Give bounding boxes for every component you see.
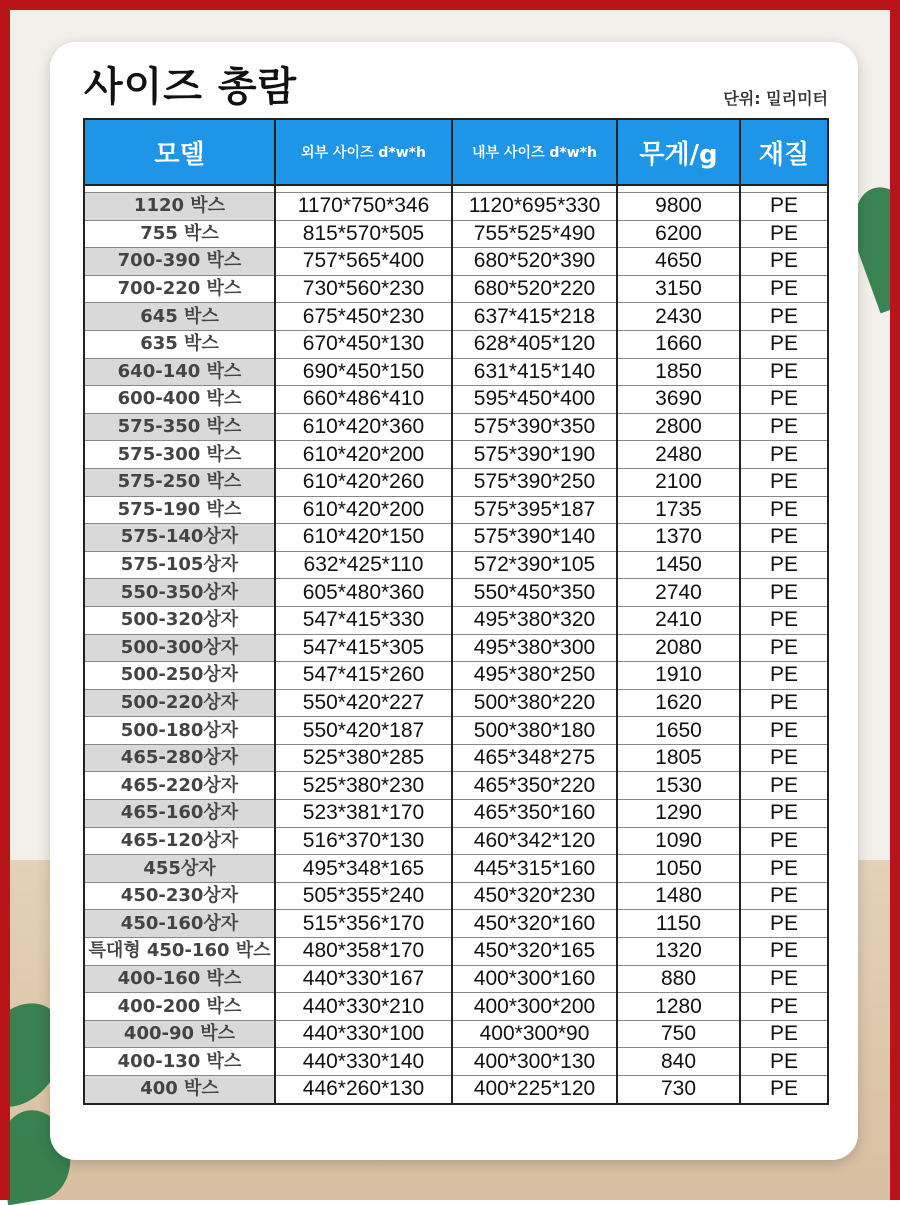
cell-outer-size: 547*415*260 bbox=[275, 662, 452, 690]
cell-outer-size: 610*420*360 bbox=[275, 413, 452, 441]
table-row bbox=[84, 993, 828, 1021]
cell-inner-size: 465*348*275 bbox=[452, 744, 617, 772]
cell-material: PE bbox=[740, 634, 828, 662]
cell-material: PE bbox=[740, 193, 828, 221]
cell-model: 500-320상자 bbox=[84, 606, 275, 634]
cell-material: PE bbox=[740, 303, 828, 331]
cell-model: 500-180상자 bbox=[84, 717, 275, 745]
cell-inner-size: 500*380*180 bbox=[452, 717, 617, 745]
table-row bbox=[84, 220, 828, 248]
header-inner-size: 내부 사이즈 d*w*h bbox=[452, 119, 617, 185]
table-row bbox=[84, 910, 828, 938]
cell-weight: 1850 bbox=[617, 358, 740, 386]
cell-weight: 1660 bbox=[617, 330, 740, 358]
header-outer-size: 외부 사이즈 d*w*h bbox=[275, 119, 452, 185]
table-row bbox=[84, 330, 828, 358]
table-row bbox=[84, 882, 828, 910]
cell-inner-size: 495*380*320 bbox=[452, 606, 617, 634]
cell-material: PE bbox=[740, 993, 828, 1021]
cell-outer-size: 505*355*240 bbox=[275, 882, 452, 910]
cell-inner-size: 460*342*120 bbox=[452, 827, 617, 855]
cell-model: 400 박스 bbox=[84, 1076, 275, 1104]
cell-inner-size: 575*390*250 bbox=[452, 468, 617, 496]
cell-model: 600-400 박스 bbox=[84, 386, 275, 414]
cell-inner-size: 400*300*160 bbox=[452, 965, 617, 993]
table-row bbox=[84, 938, 828, 966]
table-row bbox=[84, 579, 828, 607]
table-row bbox=[84, 551, 828, 579]
cell-material: PE bbox=[740, 551, 828, 579]
cell-model: 635 박스 bbox=[84, 330, 275, 358]
cell-model: 1120 박스 bbox=[84, 193, 275, 221]
cell-outer-size: 515*356*170 bbox=[275, 910, 452, 938]
cell-material: PE bbox=[740, 330, 828, 358]
table-row bbox=[84, 303, 828, 331]
cell-material: PE bbox=[740, 855, 828, 883]
cell-material: PE bbox=[740, 827, 828, 855]
cell-model: 575-250 박스 bbox=[84, 468, 275, 496]
cell-model: 400-200 박스 bbox=[84, 993, 275, 1021]
cell-weight: 6200 bbox=[617, 220, 740, 248]
cell-weight: 1650 bbox=[617, 717, 740, 745]
cell-model: 465-120상자 bbox=[84, 827, 275, 855]
cell-weight: 730 bbox=[617, 1076, 740, 1104]
cell-model: 700-220 박스 bbox=[84, 275, 275, 303]
cell-outer-size: 523*381*170 bbox=[275, 800, 452, 828]
cell-inner-size: 595*450*400 bbox=[452, 386, 617, 414]
cell-outer-size: 815*570*505 bbox=[275, 220, 452, 248]
cell-outer-size: 550*420*187 bbox=[275, 717, 452, 745]
cell-inner-size: 465*350*160 bbox=[452, 800, 617, 828]
table-row bbox=[84, 248, 828, 276]
cell-inner-size: 450*320*230 bbox=[452, 882, 617, 910]
cell-material: PE bbox=[740, 579, 828, 607]
cell-material: PE bbox=[740, 358, 828, 386]
cell-weight: 1480 bbox=[617, 882, 740, 910]
table-row bbox=[84, 1076, 828, 1104]
cell-outer-size: 660*486*410 bbox=[275, 386, 452, 414]
cell-model: 400-90 박스 bbox=[84, 1020, 275, 1048]
cell-model: 575-105상자 bbox=[84, 551, 275, 579]
cell-weight: 1090 bbox=[617, 827, 740, 855]
cell-weight: 1910 bbox=[617, 662, 740, 690]
cell-inner-size: 575*390*190 bbox=[452, 441, 617, 469]
cell-model: 575-190 박스 bbox=[84, 496, 275, 524]
cell-model: 450-160상자 bbox=[84, 910, 275, 938]
cell-inner-size: 450*320*160 bbox=[452, 910, 617, 938]
cell-weight: 1290 bbox=[617, 800, 740, 828]
cell-material: PE bbox=[740, 717, 828, 745]
cell-material: PE bbox=[740, 413, 828, 441]
cell-weight: 1530 bbox=[617, 772, 740, 800]
cell-model: 400-130 박스 bbox=[84, 1048, 275, 1076]
cell-outer-size: 525*380*285 bbox=[275, 744, 452, 772]
cell-weight: 2430 bbox=[617, 303, 740, 331]
cell-weight: 4650 bbox=[617, 248, 740, 276]
cell-material: PE bbox=[740, 882, 828, 910]
cell-outer-size: 730*560*230 bbox=[275, 275, 452, 303]
cell-weight: 2800 bbox=[617, 413, 740, 441]
table-row bbox=[84, 386, 828, 414]
cell-outer-size: 670*450*130 bbox=[275, 330, 452, 358]
unit-note: 단위: 밀리미터 bbox=[723, 89, 828, 108]
cell-inner-size: 1120*695*330 bbox=[452, 193, 617, 221]
cell-outer-size: 690*450*150 bbox=[275, 358, 452, 386]
cell-inner-size: 400*300*90 bbox=[452, 1020, 617, 1048]
header-weight: 무게/g bbox=[617, 119, 740, 185]
cell-material: PE bbox=[740, 965, 828, 993]
cell-outer-size: 495*348*165 bbox=[275, 855, 452, 883]
cell-material: PE bbox=[740, 938, 828, 966]
cell-outer-size: 440*330*210 bbox=[275, 993, 452, 1021]
page-title: 사이즈 총람 bbox=[84, 64, 298, 110]
cell-outer-size: 675*450*230 bbox=[275, 303, 452, 331]
table-body bbox=[84, 185, 828, 1104]
cell-weight: 750 bbox=[617, 1020, 740, 1048]
cell-weight: 1280 bbox=[617, 993, 740, 1021]
cell-weight: 3150 bbox=[617, 275, 740, 303]
table-row bbox=[84, 662, 828, 690]
cell-inner-size: 400*225*120 bbox=[452, 1076, 617, 1104]
cell-inner-size: 550*450*350 bbox=[452, 579, 617, 607]
cell-outer-size: 446*260*130 bbox=[275, 1076, 452, 1104]
cell-outer-size: 757*565*400 bbox=[275, 248, 452, 276]
cell-material: PE bbox=[740, 496, 828, 524]
cell-outer-size: 610*420*200 bbox=[275, 441, 452, 469]
cell-weight: 1370 bbox=[617, 524, 740, 552]
cell-model: 575-350 박스 bbox=[84, 413, 275, 441]
cell-outer-size: 547*415*330 bbox=[275, 606, 452, 634]
cell-inner-size: 572*390*105 bbox=[452, 551, 617, 579]
cell-model: 645 박스 bbox=[84, 303, 275, 331]
cell-inner-size: 680*520*390 bbox=[452, 248, 617, 276]
cell-outer-size: 440*330*167 bbox=[275, 965, 452, 993]
cell-weight: 1050 bbox=[617, 855, 740, 883]
cell-weight: 1320 bbox=[617, 938, 740, 966]
cell-material: PE bbox=[740, 800, 828, 828]
table-row bbox=[84, 468, 828, 496]
cell-inner-size: 628*405*120 bbox=[452, 330, 617, 358]
cell-model: 특대형 450-160 박스 bbox=[84, 938, 275, 966]
cell-material: PE bbox=[740, 662, 828, 690]
cell-inner-size: 495*380*300 bbox=[452, 634, 617, 662]
cell-material: PE bbox=[740, 468, 828, 496]
table-row bbox=[84, 800, 828, 828]
cell-outer-size: 547*415*305 bbox=[275, 634, 452, 662]
cell-weight: 840 bbox=[617, 1048, 740, 1076]
cell-model: 465-280상자 bbox=[84, 744, 275, 772]
cell-inner-size: 495*380*250 bbox=[452, 662, 617, 690]
cell-weight: 1450 bbox=[617, 551, 740, 579]
cell-outer-size: 610*420*150 bbox=[275, 524, 452, 552]
cell-weight: 2480 bbox=[617, 441, 740, 469]
cell-inner-size: 400*300*200 bbox=[452, 993, 617, 1021]
table-row bbox=[84, 413, 828, 441]
cell-inner-size: 575*395*187 bbox=[452, 496, 617, 524]
cell-inner-size: 631*415*140 bbox=[452, 358, 617, 386]
cell-outer-size: 525*380*230 bbox=[275, 772, 452, 800]
cell-model: 400-160 박스 bbox=[84, 965, 275, 993]
table-row bbox=[84, 441, 828, 469]
table-row bbox=[84, 358, 828, 386]
table-row bbox=[84, 689, 828, 717]
cell-inner-size: 445*315*160 bbox=[452, 855, 617, 883]
cell-weight: 9800 bbox=[617, 193, 740, 221]
cell-model: 500-220상자 bbox=[84, 689, 275, 717]
cell-model: 455상자 bbox=[84, 855, 275, 883]
cell-material: PE bbox=[740, 689, 828, 717]
table-header-row bbox=[84, 119, 828, 185]
header-spacer bbox=[84, 185, 828, 193]
size-table bbox=[83, 118, 829, 1105]
cell-outer-size: 480*358*170 bbox=[275, 938, 452, 966]
cell-material: PE bbox=[740, 1048, 828, 1076]
cell-outer-size: 605*480*360 bbox=[275, 579, 452, 607]
table-row bbox=[84, 606, 828, 634]
table-row bbox=[84, 1048, 828, 1076]
table-row bbox=[84, 1020, 828, 1048]
cell-weight: 2410 bbox=[617, 606, 740, 634]
cell-inner-size: 450*320*165 bbox=[452, 938, 617, 966]
cell-inner-size: 637*415*218 bbox=[452, 303, 617, 331]
table-row bbox=[84, 193, 828, 221]
cell-model: 450-230상자 bbox=[84, 882, 275, 910]
cell-model: 575-300 박스 bbox=[84, 441, 275, 469]
cell-material: PE bbox=[740, 606, 828, 634]
table-row bbox=[84, 855, 828, 883]
cell-model: 465-160상자 bbox=[84, 800, 275, 828]
cell-weight: 3690 bbox=[617, 386, 740, 414]
cell-inner-size: 465*350*220 bbox=[452, 772, 617, 800]
cell-model: 640-140 박스 bbox=[84, 358, 275, 386]
cell-inner-size: 680*520*220 bbox=[452, 275, 617, 303]
cell-outer-size: 610*420*200 bbox=[275, 496, 452, 524]
header-model: 모델 bbox=[84, 119, 275, 185]
cell-weight: 2100 bbox=[617, 468, 740, 496]
table-row bbox=[84, 772, 828, 800]
table-row bbox=[84, 634, 828, 662]
cell-weight: 880 bbox=[617, 965, 740, 993]
cell-weight: 2740 bbox=[617, 579, 740, 607]
table-row bbox=[84, 717, 828, 745]
cell-inner-size: 575*390*350 bbox=[452, 413, 617, 441]
cell-outer-size: 632*425*110 bbox=[275, 551, 452, 579]
cell-material: PE bbox=[740, 910, 828, 938]
header-material: 재질 bbox=[740, 119, 828, 185]
cell-inner-size: 575*390*140 bbox=[452, 524, 617, 552]
cell-inner-size: 500*380*220 bbox=[452, 689, 617, 717]
table-row bbox=[84, 496, 828, 524]
cell-weight: 1735 bbox=[617, 496, 740, 524]
table-row bbox=[84, 827, 828, 855]
table-row bbox=[84, 275, 828, 303]
cell-model: 465-220상자 bbox=[84, 772, 275, 800]
cell-model: 700-390 박스 bbox=[84, 248, 275, 276]
cell-model: 755 박스 bbox=[84, 220, 275, 248]
cell-inner-size: 400*300*130 bbox=[452, 1048, 617, 1076]
cell-material: PE bbox=[740, 744, 828, 772]
cell-material: PE bbox=[740, 1020, 828, 1048]
cell-material: PE bbox=[740, 275, 828, 303]
cell-material: PE bbox=[740, 386, 828, 414]
table-row bbox=[84, 965, 828, 993]
cell-model: 550-350상자 bbox=[84, 579, 275, 607]
cell-material: PE bbox=[740, 772, 828, 800]
cell-outer-size: 550*420*227 bbox=[275, 689, 452, 717]
cell-inner-size: 755*525*490 bbox=[452, 220, 617, 248]
cell-outer-size: 440*330*140 bbox=[275, 1048, 452, 1076]
cell-material: PE bbox=[740, 1076, 828, 1104]
table-row bbox=[84, 744, 828, 772]
cell-outer-size: 610*420*260 bbox=[275, 468, 452, 496]
cell-outer-size: 516*370*130 bbox=[275, 827, 452, 855]
cell-material: PE bbox=[740, 248, 828, 276]
cell-model: 500-250상자 bbox=[84, 662, 275, 690]
cell-weight: 1620 bbox=[617, 689, 740, 717]
table-row bbox=[84, 524, 828, 552]
cell-weight: 1805 bbox=[617, 744, 740, 772]
cell-material: PE bbox=[740, 220, 828, 248]
cell-weight: 1150 bbox=[617, 910, 740, 938]
cell-material: PE bbox=[740, 441, 828, 469]
cell-model: 575-140상자 bbox=[84, 524, 275, 552]
cell-outer-size: 440*330*100 bbox=[275, 1020, 452, 1048]
cell-material: PE bbox=[740, 524, 828, 552]
cell-weight: 2080 bbox=[617, 634, 740, 662]
cell-model: 500-300상자 bbox=[84, 634, 275, 662]
cell-outer-size: 1170*750*346 bbox=[275, 193, 452, 221]
